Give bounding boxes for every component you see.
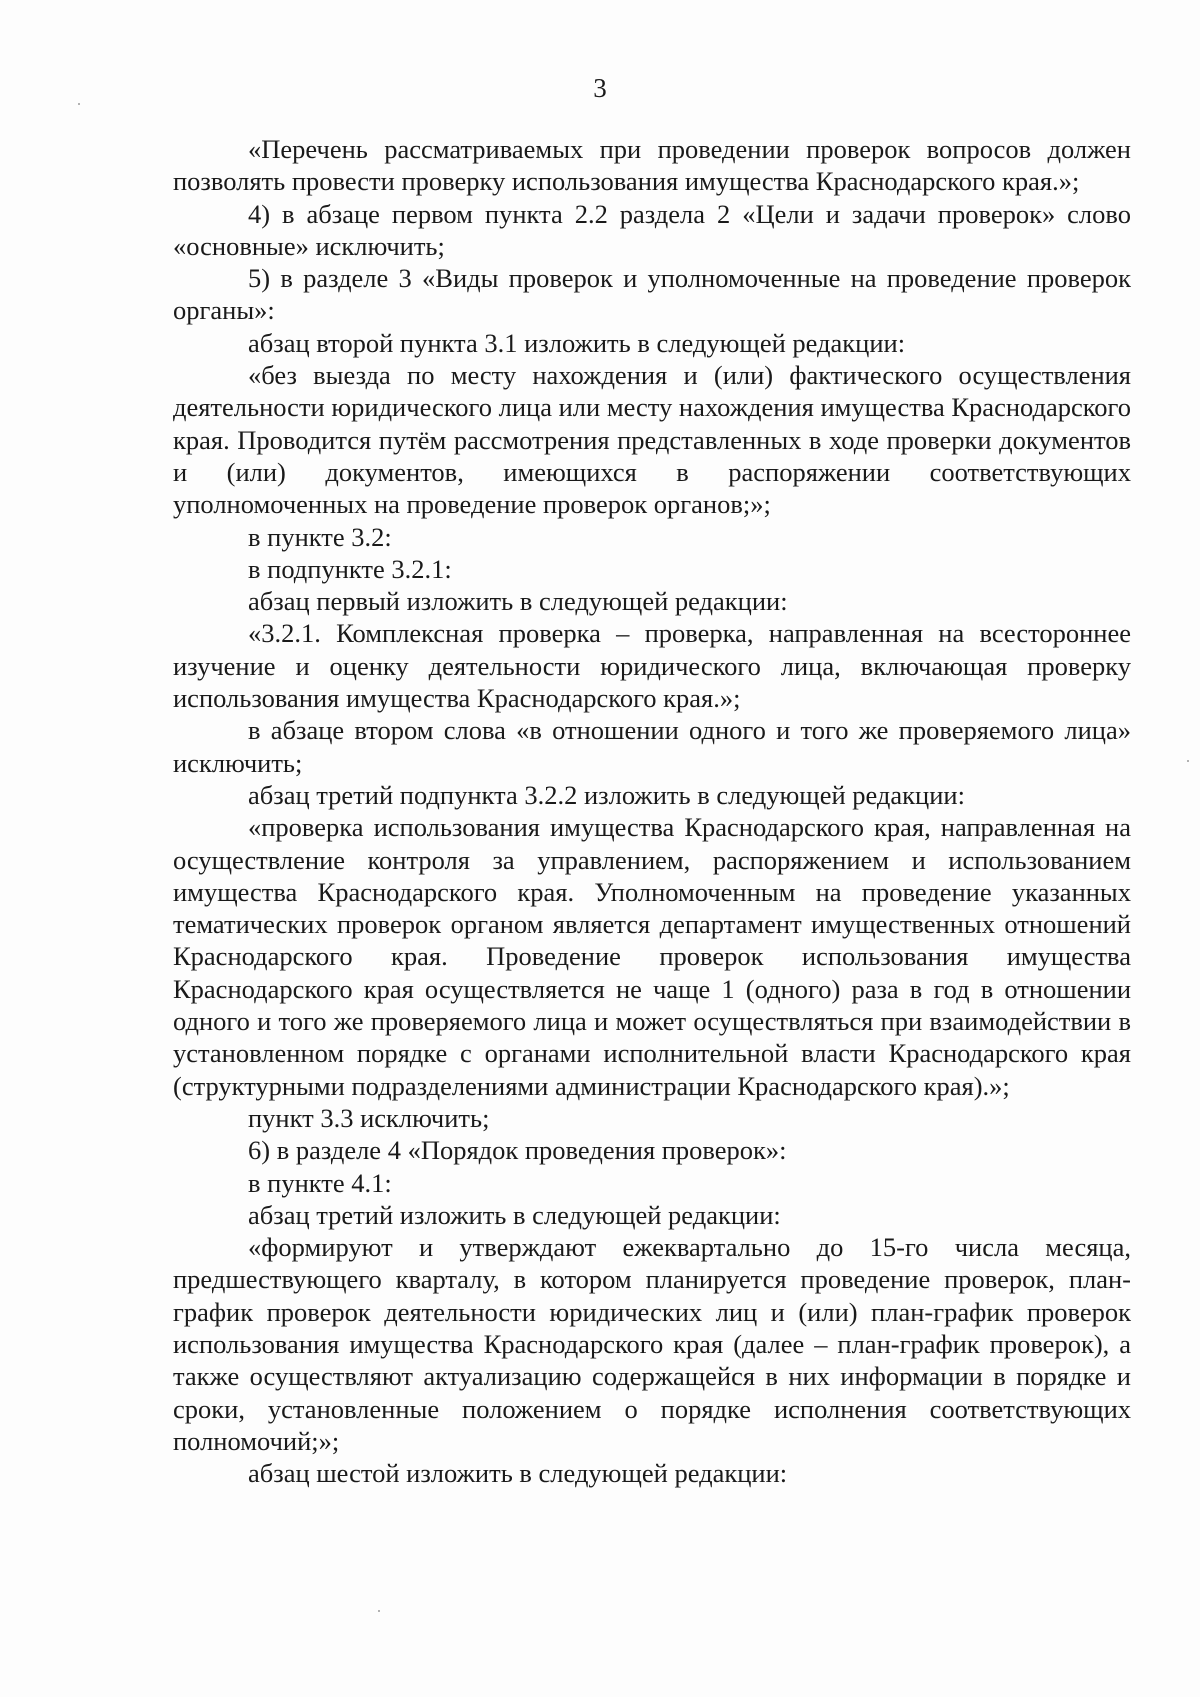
scan-speck [378, 1610, 380, 1612]
paragraph: 6) в разделе 4 «Порядок проведения проверок»: [248, 1135, 787, 1166]
paragraph: 5) в разделе 3 «Виды проверок и уполномоченные на проведение проверок органы»: [173, 263, 1131, 326]
paragraph: в абзаце втором слова «в отношении одного и того же проверяемого лица» исключить; [173, 715, 1131, 778]
paragraph: в пункте 4.1: [248, 1167, 392, 1198]
paragraph: абзац шестой изложить в следующей редакции: [248, 1458, 788, 1489]
paragraph: 4) в абзаце первом пункта 2.2 раздела 2 «Цели и задачи проверок» слово «основные» исключить; [173, 198, 1131, 261]
paragraph: «3.2.1. Комплексная проверка – проверка, направленная на всестороннее изучение и оценку деятельности юридического лица, включающая проверку использования имущества Краснодарского края.»; [173, 618, 1131, 714]
document-body [173, 133, 1131, 1489]
page-number: 3 [593, 73, 607, 103]
paragraph: в пункте 3.2: [248, 521, 392, 552]
paragraph: абзац второй пункта 3.1 изложить в следующей редакции: [248, 327, 906, 358]
paragraph: абзац третий изложить в следующей редакции: [248, 1199, 781, 1230]
paragraph: абзац первый изложить в следующей редакции: [248, 586, 788, 617]
paragraph: абзац третий подпункта 3.2.2 изложить в следующей редакции: [248, 779, 965, 810]
paragraph: «без выезда по месту нахождения и (или) фактического осуществления деятельности юридического лица или месту нахождения имущества Краснодарского края. Проводится путём рассмотрения представленных в ходе проверки документов и (или) документов, имеющихся в распоряжении соответствующих уполномоченных на проведение проверок органов;»; [173, 360, 1131, 520]
paragraph: «проверка использования имущества Краснодарского края, направленная на осуществление контроля за управлением, распоряжением и использованием имущества Краснодарского края. Уполномоченным на проведение указанных тематических проверок органом является департамент имущественных отношений Краснодарского края. Проведение проверок использования имущества Краснодарского края осуществляется не чаще 1 (одного) раза в год в отношении одного и того же проверяемого лица и может осуществляться при взаимодействии в установленном порядке с органами исполнительной власти Краснодарского края (структурными подразделениями администрации Краснодарского края).»; [173, 812, 1131, 1101]
paragraph: в подпункте 3.2.1: [248, 553, 452, 584]
scan-speck [1187, 760, 1189, 762]
paragraph: «формируют и утверждают ежеквартально до 15-го числа месяца, предшествующего кварталу, в котором планируется проведение проверок, план-график проверок деятельности юридических лиц и (или) план-график проверок использования имущества Краснодарского края (далее – план-график проверок), а также осуществляют актуализацию содержащейся в них информации в порядке и сроки, установленные положением о порядке исполнения соответствующих полномочий;»; [173, 1232, 1131, 1456]
paragraph: пункт 3.3 исключить; [248, 1102, 490, 1133]
paragraph: «Перечень рассматриваемых при проведении проверок вопросов должен позволять провести проверку использования имущества Краснодарского края.»; [173, 134, 1131, 197]
scan-speck [78, 103, 80, 105]
